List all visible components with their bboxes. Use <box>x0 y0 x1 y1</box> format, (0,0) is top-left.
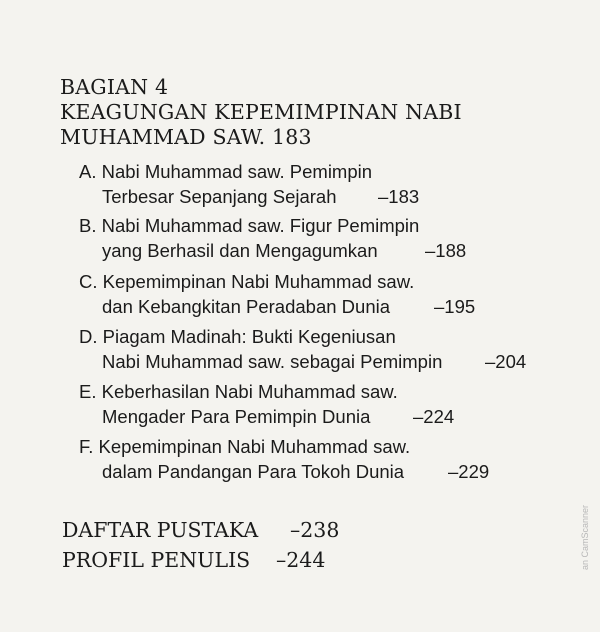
toc-entry-title-line-1: Piagam Madinah: Bukti Kegeniusan <box>102 326 396 347</box>
toc-entry-a[interactable] <box>79 160 579 209</box>
toc-entry-f[interactable] <box>79 435 579 484</box>
scanner-watermark: an CamScanner <box>580 504 590 570</box>
part-number: BAGIAN 4 <box>60 75 169 99</box>
part-heading <box>60 75 580 150</box>
back-matter-label: PROFIL PENULIS <box>62 548 251 572</box>
toc-entry-title-line-2: yang Berhasil dan Mengagumkan <box>102 239 378 261</box>
toc-entry-page: –204 <box>485 350 527 372</box>
toc-entry-title-line-2: Mengader Para Pemimpin Dunia <box>102 405 371 427</box>
part-title-line-2: MUHAMMAD SAW. 183 <box>60 125 312 149</box>
toc-entry-title-line-1: Keberhasilan Nabi Muhammad saw. <box>101 381 398 402</box>
toc-entry-title-line-1: Kepemimpinan Nabi Muhammad saw. <box>98 436 411 457</box>
toc-entry-page: –229 <box>448 460 490 482</box>
part-title-line-1: KEAGUNGAN KEPEMIMPINAN NABI <box>60 100 462 124</box>
toc-entry-letter: D. <box>79 326 98 347</box>
toc-entry-b[interactable] <box>79 214 579 263</box>
toc-entry-letter: C. <box>79 271 98 292</box>
toc-entry-e[interactable] <box>79 380 579 429</box>
toc-entry-title-line-2: Terbesar Sepanjang Sejarah <box>102 185 337 207</box>
toc-entry-title-line-2: Nabi Muhammad saw. sebagai Pemimpin <box>102 350 443 372</box>
toc-entry-letter: B. <box>79 215 97 236</box>
toc-entry-title-line-2: dalam Pandangan Para Tokoh Dunia <box>102 460 405 482</box>
toc-entry-letter: E. <box>79 381 97 402</box>
toc-entry-c[interactable] <box>79 270 579 319</box>
toc-entry-page: –188 <box>425 239 467 261</box>
back-matter-page: –238 <box>290 518 340 542</box>
toc-entry-page: –183 <box>378 185 420 207</box>
toc-entry-d[interactable] <box>79 325 579 374</box>
toc-entry-title-line-2: dan Kebangkitan Peradaban Dunia <box>102 295 391 317</box>
toc-entry-title-line-1: Kepemimpinan Nabi Muhammad saw. <box>102 271 415 292</box>
toc-entry-page: –195 <box>434 295 476 317</box>
toc-entry-title-line-1: Nabi Muhammad saw. Pemimpin <box>101 161 373 182</box>
toc-entry-page: –224 <box>413 405 455 427</box>
toc-entry-letter: A. <box>79 161 97 182</box>
toc-entry-letter: F. <box>79 436 94 457</box>
back-matter-label: DAFTAR PUSTAKA <box>62 518 259 542</box>
toc-entry-title-line-1: Nabi Muhammad saw. Figur Pemimpin <box>101 215 420 236</box>
back-matter-page: –244 <box>276 548 326 572</box>
